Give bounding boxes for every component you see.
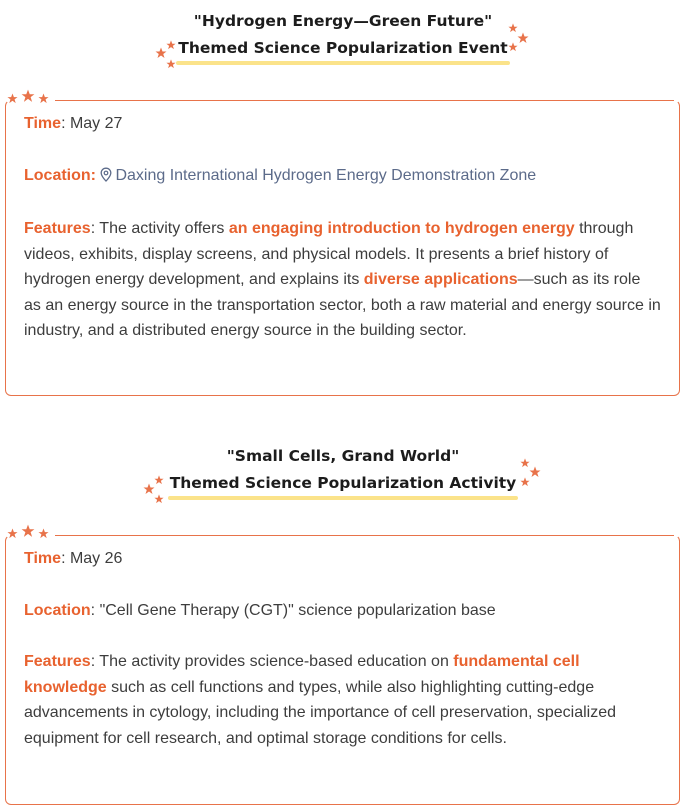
event-2-subtitle-wrap: [168, 472, 519, 494]
location-pin-icon: [100, 165, 112, 191]
event-1-subtitle-wrap: [176, 37, 509, 59]
event-1-subtitle: Themed Science Popularization Event: [178, 39, 508, 57]
event-1-features: [24, 216, 661, 344]
event-2-heading: [0, 445, 686, 494]
features-label: Features: [24, 653, 91, 670]
event-2-subtitle: Themed Science Popularization Activity: [169, 474, 517, 492]
time-value: : May 27: [61, 115, 123, 132]
event-2-title: "Small Cells, Grand World": [226, 447, 460, 465]
event-1-title: "Hydrogen Energy—Green Future": [193, 12, 493, 30]
features-text: —such as its role as an energy source in the transportation sector, both a raw material and energy source in industry, and a distributed energy source in the building sector.: [24, 271, 661, 339]
features-text: such as cell functions and types, while also highlighting cutting-edge advancements in cytology, including the importance of cell preservation, specialized equipment for cell research, and optimal storage conditions for cells.: [24, 678, 617, 747]
event-2-location: [24, 598, 661, 624]
time-value: : May 26: [61, 550, 123, 567]
star-icon: [166, 40, 176, 50]
location-label: Location:: [24, 166, 96, 184]
time-label: Time: [24, 550, 62, 567]
event-2-underline: [168, 496, 519, 500]
event-2-card: [5, 535, 680, 805]
features-highlight: diverse applications: [363, 271, 518, 288]
features-label: Features: [24, 220, 91, 237]
star-icon: [508, 42, 518, 52]
star-icon: [529, 466, 541, 478]
event-2-time: [24, 546, 661, 572]
star-icon: [520, 477, 530, 487]
features-text: : The activity offers: [90, 220, 229, 237]
event-1-underline: [176, 61, 509, 65]
location-label: Location: [24, 601, 91, 619]
event-2-features: [24, 649, 661, 751]
star-icon: [166, 59, 176, 69]
time-label: Time: [24, 115, 62, 132]
star-icon: [154, 494, 164, 504]
features-highlight: fundamental cell knowledge: [24, 653, 580, 696]
event-2-card-top-line: [55, 535, 674, 536]
event-1-location: [24, 163, 661, 191]
star-icon: [517, 32, 529, 44]
event-1-heading: [0, 10, 686, 59]
event-1-time: [24, 111, 661, 137]
features-highlight: an engaging introduction to hydrogen energy: [228, 220, 575, 237]
location-value: : "Cell Gene Therapy (CGT)" science popularization base: [90, 601, 496, 619]
features-text: : The activity provides science-based education on: [90, 653, 454, 670]
features-text: through videos, exhibits, display screens, and physical models. It presents a brief history of hydrogen energy development, and explains its: [24, 220, 634, 288]
event-1-card: [5, 100, 680, 396]
location-value: Daxing International Hydrogen Energy Demonstration Zone: [115, 166, 537, 184]
star-icon: [154, 475, 164, 485]
event-1-card-top-line: [55, 100, 674, 101]
